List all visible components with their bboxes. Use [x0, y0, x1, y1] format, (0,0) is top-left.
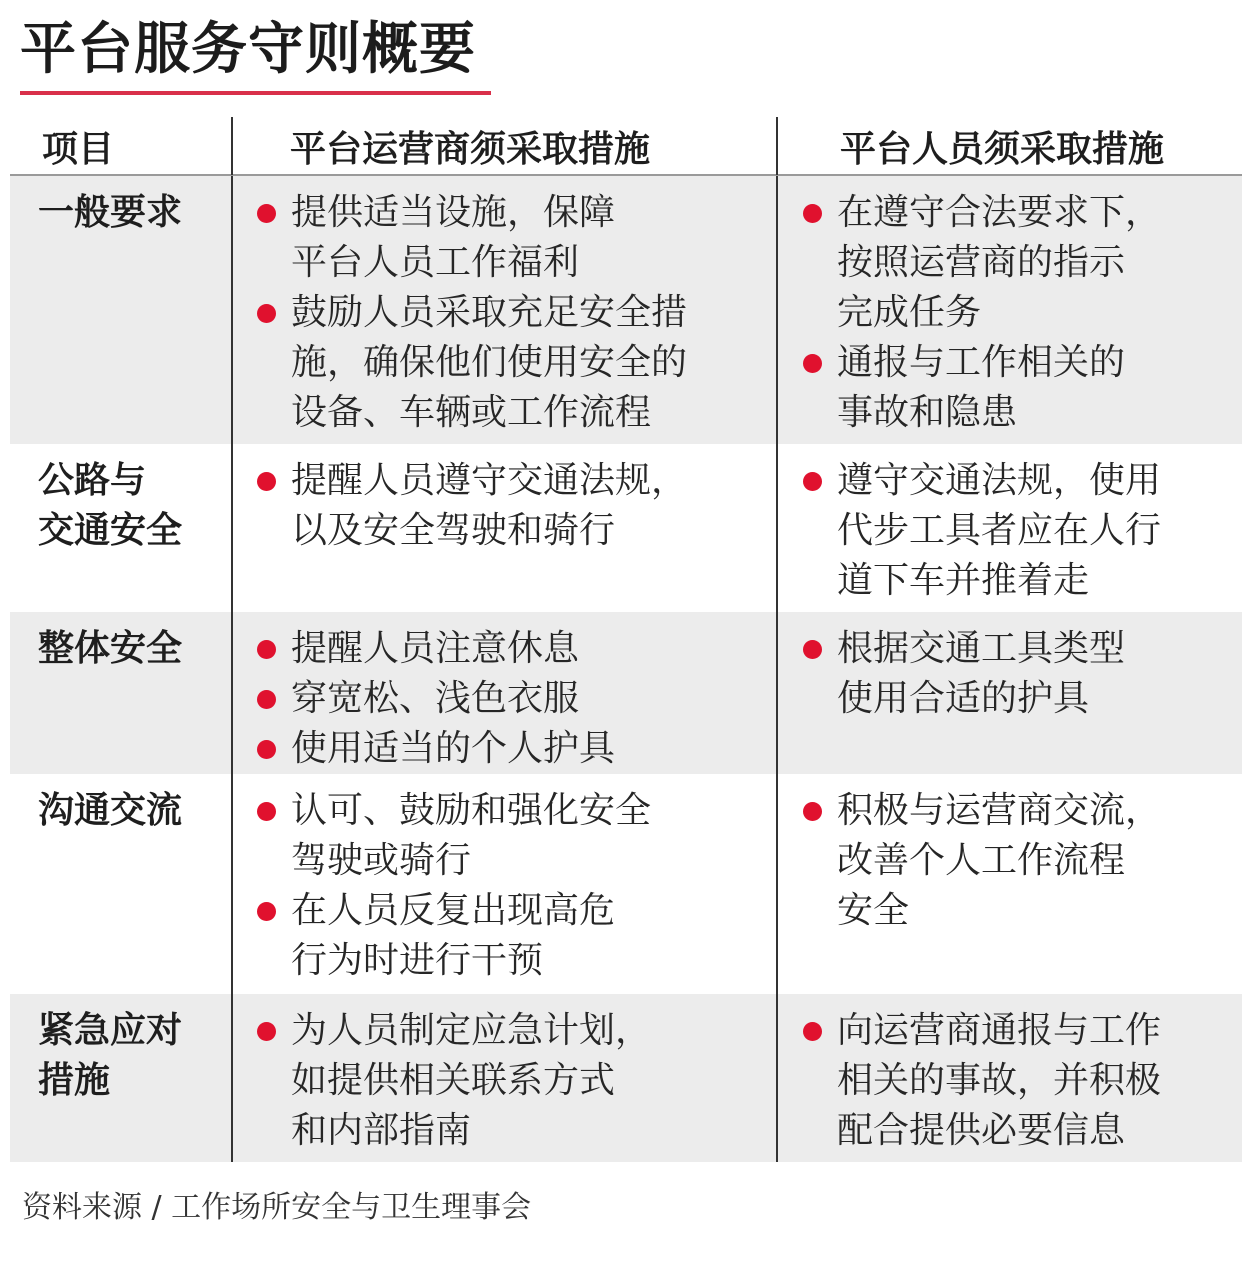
operator-cell — [231, 612, 776, 774]
header-worker: 平台人员须采取措施 — [776, 117, 1242, 175]
table-header — [10, 118, 1242, 176]
bullet-text-line: 改善个人工作流程 — [837, 840, 1126, 881]
table-row — [10, 176, 1242, 444]
worker-cell — [776, 176, 1242, 444]
bullet-text-line: 通报与工作相关的 — [837, 342, 1126, 383]
item-label — [10, 786, 231, 836]
worker-cell — [776, 444, 1242, 612]
worker-bullet-list — [778, 624, 1242, 724]
bullet-text-line: 施，确保他们使用安全的 — [291, 342, 688, 383]
bullet-dot-icon — [257, 1022, 276, 1041]
operator-bullet-list — [233, 1006, 776, 1156]
operator-bullet-list — [233, 786, 776, 986]
list-item — [778, 1006, 1242, 1156]
operator-bullet-list — [233, 188, 776, 438]
table-row — [10, 612, 1242, 774]
bullet-dot-icon — [257, 902, 276, 921]
bullet-text-line: 提醒人员注意休息 — [291, 628, 580, 669]
bullet-text-line: 配合提供必要信息 — [837, 1110, 1126, 1151]
bullet-text-line: 在遵守合法要求下， — [837, 192, 1162, 233]
title-underline — [20, 91, 491, 95]
list-item — [233, 886, 776, 986]
list-item — [233, 674, 776, 724]
bullet-dot-icon — [803, 204, 822, 223]
list-item — [778, 456, 1242, 606]
bullet-text-line: 道下车并推着走 — [837, 560, 1090, 601]
bullet-text-line: 事故和隐患 — [837, 392, 1018, 433]
worker-bullet-list — [778, 188, 1242, 438]
bullet-text-line: 为人员制定应急计划， — [291, 1010, 652, 1051]
item-label — [10, 1006, 231, 1106]
item-label-line: 紧急应对 — [38, 1010, 183, 1051]
table-row — [10, 994, 1242, 1162]
bullet-text-line: 提醒人员遵守交通法规， — [291, 460, 688, 501]
item-label — [10, 188, 231, 238]
bullet-text-line: 使用合适的护具 — [837, 678, 1090, 719]
bullet-text-line: 驾驶或骑行 — [291, 840, 472, 881]
bullet-dot-icon — [257, 690, 276, 709]
bullet-text-line: 使用适当的个人护具 — [291, 728, 616, 769]
list-item — [778, 786, 1242, 936]
bullet-dot-icon — [257, 740, 276, 759]
bullet-text-line: 代步工具者应在人行 — [837, 510, 1162, 551]
list-item — [233, 724, 776, 774]
header-item: 项目 — [42, 128, 115, 170]
list-item — [778, 188, 1242, 338]
item-label-line: 交通安全 — [38, 510, 183, 551]
worker-bullet-list — [778, 786, 1242, 936]
bullet-text-line: 安全 — [837, 890, 910, 931]
bullet-dot-icon — [803, 640, 822, 659]
bullet-text-line: 在人员反复出现高危 — [291, 890, 616, 931]
bullet-text-line: 行为时进行干预 — [291, 940, 544, 981]
operator-bullet-list — [233, 624, 776, 774]
bullet-text-line: 穿宽松、浅色衣服 — [291, 678, 580, 719]
list-item — [778, 338, 1242, 438]
operator-cell — [231, 176, 776, 444]
item-label-line: 措施 — [38, 1060, 111, 1101]
bullet-dot-icon — [257, 472, 276, 491]
worker-cell — [776, 994, 1242, 1162]
page-title: 平台服务守则概要 — [20, 17, 476, 82]
bullet-dot-icon — [803, 354, 822, 373]
list-item — [233, 1006, 776, 1156]
list-item — [233, 288, 776, 438]
operator-cell — [231, 994, 776, 1162]
worker-cell — [776, 774, 1242, 994]
bullet-text-line: 提供适当设施，保障 — [291, 192, 616, 233]
bullet-text-line: 以及安全驾驶和骑行 — [291, 510, 616, 551]
list-item — [233, 188, 776, 288]
item-cell — [10, 176, 231, 444]
item-cell — [10, 444, 231, 612]
bullet-dot-icon — [803, 802, 822, 821]
bullet-dot-icon — [257, 640, 276, 659]
bullet-dot-icon — [803, 1022, 822, 1041]
item-cell — [10, 774, 231, 994]
bullet-text-line: 相关的事故，并积极 — [837, 1060, 1162, 1101]
bullet-text-line: 和内部指南 — [291, 1110, 472, 1151]
list-item — [778, 624, 1242, 724]
bullet-text-line: 遵守交通法规，使用 — [837, 460, 1162, 501]
bullet-dot-icon — [257, 304, 276, 323]
item-cell — [10, 612, 231, 774]
item-label — [10, 456, 231, 556]
worker-bullet-list — [778, 1006, 1242, 1156]
bullet-text-line: 完成任务 — [837, 292, 982, 333]
bullet-text-line: 根据交通工具类型 — [837, 628, 1126, 669]
bullet-dot-icon — [257, 802, 276, 821]
item-label-line: 一般要求 — [38, 192, 183, 233]
operator-cell — [231, 774, 776, 994]
operator-cell — [231, 444, 776, 612]
item-cell — [10, 994, 231, 1162]
list-item — [233, 786, 776, 886]
header-operator: 平台运营商须采取措施 — [231, 117, 776, 175]
bullet-text-line: 设备、车辆或工作流程 — [291, 392, 652, 433]
bullet-text-line: 认可、鼓励和强化安全 — [291, 790, 652, 831]
source-note: 资料来源 / 工作场所安全与卫生理事会 — [22, 1190, 532, 1225]
table-body — [10, 176, 1242, 1162]
bullet-text-line: 积极与运营商交流， — [837, 790, 1162, 831]
item-label-line: 整体安全 — [38, 628, 183, 669]
item-label — [10, 624, 231, 674]
worker-cell — [776, 612, 1242, 774]
bullet-dot-icon — [803, 472, 822, 491]
guidelines-table — [10, 118, 1242, 1162]
bullet-text-line: 向运营商通报与工作 — [837, 1010, 1162, 1051]
bullet-text-line: 如提供相关联系方式 — [291, 1060, 616, 1101]
bullet-text-line: 按照运营商的指示 — [837, 242, 1126, 283]
bullet-text-line: 鼓励人员采取充足安全措 — [291, 292, 688, 333]
bullet-dot-icon — [257, 204, 276, 223]
item-label-line: 公路与 — [38, 460, 147, 501]
list-item — [233, 624, 776, 674]
list-item — [233, 456, 776, 556]
table-row — [10, 774, 1242, 994]
operator-bullet-list — [233, 456, 776, 556]
bullet-text-line: 平台人员工作福利 — [291, 242, 580, 283]
table-row — [10, 444, 1242, 612]
worker-bullet-list — [778, 456, 1242, 606]
item-label-line: 沟通交流 — [38, 790, 183, 831]
